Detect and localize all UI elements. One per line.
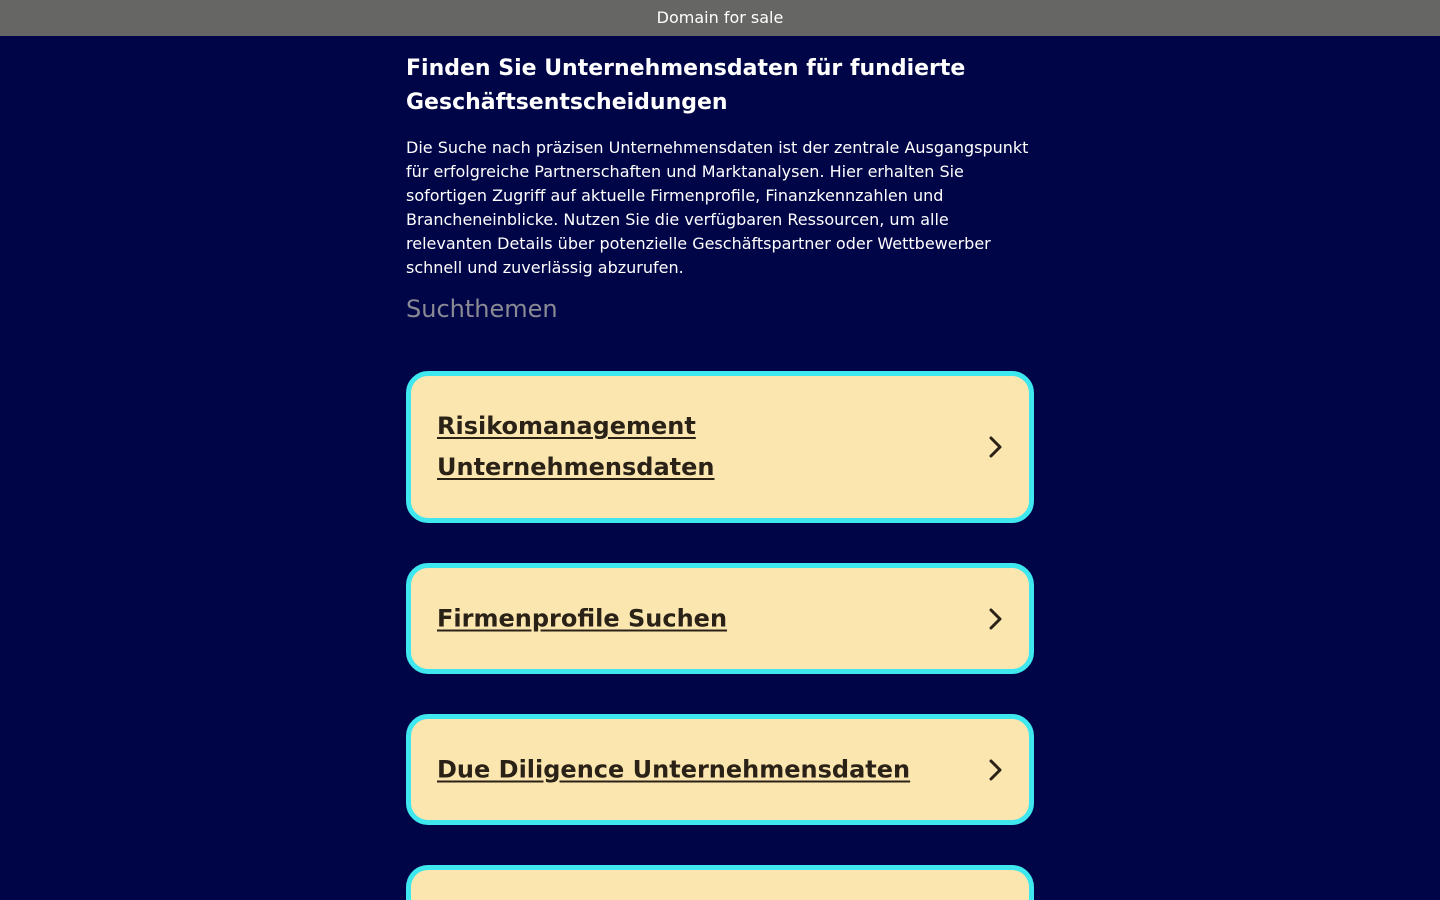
topic-link-partial[interactable] [406, 865, 1034, 900]
chevron-right-icon [987, 435, 1005, 459]
chevron-right-icon [987, 607, 1005, 631]
intro-paragraph: Die Suche nach präzisen Unternehmensdaten ist der zentrale Ausgangspunkt für erfolgreiche Partnerschaften und Marktanalysen. Hier erhalten Sie sofortigen Zugriff auf aktuelle Firmenprofile, Finanzkennzahlen und Brancheneinblicke. Nutzen Sie die verfügbaren Ressourcen, um alle relevanten Details über potenzielle Geschäftspartner oder Wettbewerber schnell und zuverlässig abzurufen. [406, 138, 1029, 277]
topic-link-risikomanagement[interactable] [406, 371, 1034, 523]
topic-label[interactable]: Risikomanagement Unternehmensdaten [437, 412, 715, 481]
topic-link-due-diligence[interactable] [406, 714, 1034, 825]
topic-label[interactable]: Due Diligence Unternehmensdaten [437, 755, 911, 783]
topic-label[interactable]: Firmenprofile Suchen [437, 604, 728, 632]
main-content [406, 36, 1034, 783]
topic-link-firmenprofile[interactable] [406, 563, 1034, 674]
page-title: Finden Sie Unternehmensdaten für fundierte Geschäftsentscheidungen [406, 56, 966, 115]
banner-text[interactable]: Domain for sale [656, 8, 784, 27]
topics-heading: Suchthemen [406, 295, 558, 323]
domain-for-sale-banner[interactable] [0, 0, 1440, 36]
chevron-right-icon [987, 758, 1005, 782]
